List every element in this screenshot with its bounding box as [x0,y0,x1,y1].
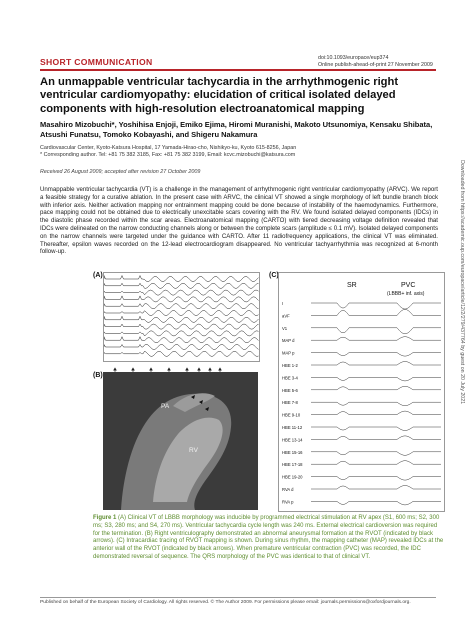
panel-a-ecg-tracing [103,272,260,362]
lead-label: HBE 19-20 [282,474,303,480]
intracardiac-trace [311,461,441,465]
lead-label: RVA d [282,487,294,492]
intracardiac-trace [311,477,441,481]
stimulus-arrows [107,362,257,370]
intracardiac-trace [311,377,441,381]
intracardiac-trace [311,309,441,315]
intracardiac-trace [311,452,441,456]
lead-label: HBE 13-14 [282,437,303,443]
intracardiac-trace [311,486,441,490]
xray-label-rv: RV [189,447,198,454]
xray-label-pa: PA [161,403,170,410]
pvc-sublabel: (LBBB+ inf. axis) [387,291,425,297]
lead-label: HBE 9-10 [282,412,301,418]
intracardiac-trace [311,386,441,390]
panel-a-label: (A) [93,272,103,279]
lead-label: HBE 3-4 [282,375,298,381]
intracardiac-trace [311,303,441,309]
figure-caption-text: (A) Clinical VT of LBBB morphology was inducible by programmed electrical stimulation at RV apex (S1, 600 ms; S2, 300 ms; S3, 280 ms; and S4, 270 ms). Ventricular tachycardia cycle length was 240 ms. External electrical cardioversion was required for the termination. (B) Right ventriculography demonstrated an abnormal aneurysmal formation at the RVOT (indicated by black arrows). (C) Intracardiac tracing of RVOT mapping is shown. During sinus rhythm, the mapping catheter (MAP) revealed IDCs at the anterior wall of the RVOT (indicated by black arrows). When premature ventricular contraction (PVC) was recorded, the IDC demonstrated reversal of sequence. The QRS morphology of the PVC was identical to that of clinical VT. [93,515,444,560]
author-list: Masahiro Mizobuchi*, Yoshihisa Enjoji, Emiko Ejima, Hiromi Muranishi, Makoto Utsunomiya, Kensaku Shibata, Atsushi Funatsu, Tomoko Kobayashi, and Shigeru Nakamura [40,120,433,139]
intracardiac-trace [311,337,441,341]
received-dates: Received 26 August 2009; accepted after revision 27 October 2009 [40,169,201,175]
footer-rule [40,597,436,598]
footer-copyright: Published on behalf of the European Society of Cardiology. All rights reserved. © The Author 2009. For permissions please email: journals.permissions@oxfordjournals.org. [40,600,411,605]
lead-label: I [282,301,284,306]
lead-label: HBE 1-2 [282,363,298,368]
affiliation: Cardiovascular Center, Kyoto-Katsura Hospital, 17 Yamada-Hirao-cho, Nishikyo-ku, Kyoto 615-8256, Japan [40,145,297,151]
download-watermark: Downloaded from https://academic.oup.com/europace/article/12/2/279/437764 by guest on 20 July 2021 [459,160,465,405]
intracardiac-trace [311,362,441,366]
ecg-trace [104,316,259,322]
lead-label: RVA p [282,499,294,505]
sr-label: SR [347,282,357,289]
affiliation-block [40,145,440,159]
ecg-trace [104,344,259,349]
intracardiac-trace [311,402,441,406]
figure-caption [93,515,445,562]
header-rule [40,69,436,71]
figure-1 [93,270,445,512]
intracardiac-trace [311,436,441,440]
intracardiac-trace [311,328,441,334]
lead-label: HBE 5-6 [282,387,298,393]
publish-line: Online publish-ahead-of-print 27 November 2009 [318,62,433,68]
intracardiac-trace [311,411,441,415]
lead-label: V1 [282,325,288,331]
panel-b-label: (B) [93,372,103,379]
lead-label: HBE 15-16 [282,449,303,455]
lead-label: MAP d [282,338,295,344]
article-title: An unmappable ventricular tachycardia in the arrhythmogenic right ventricular cardiomyopathy: elucidation of critical isolated delayed components with high-resolution electroanatomical mapping [40,76,399,115]
doi-block [318,55,433,69]
ecg-trace [104,337,259,343]
ecg-trace [104,290,259,295]
abstract-text: Unmappable ventricular tachycardia (VT) is a challenge in the management of arrhythmogenic right ventricular cardiomyopathy (ARVC). We report a feasible strategy for a curative ablation. In the present case with ARVC, the clinical VT showed a single morphology of left bundle branch block with inferior axis. Neither activation mapping nor entrainment mapping could be done because of instability of the haemodynamics. Furthermore, pace mapping could not be obtained due to electrically unexcitable scars covering with the RV. We found isolated delayed components (IDCs) in the diastolic phase recorded within the scar areas. Electroanatomical mapping (CARTO) with tiered decreasing voltage definition revealed that IDCs were delineated on the narrow conducting channels along or between the complete scars (amplitude ≤ 0.1 mV). Isolated delayed components on the narrow channels were targeted under the guidance with CARTO. After 11 radiofrequency applications, the clinical VT was eliminated. Thereafter, epsilon waves recorded on the 12-lead electrocardiogram disappeared. No ventricular tachyarrhythmia was recognized at 6-month follow-up. [40,186,438,256]
lead-label: HBE 17-18 [282,462,303,468]
lead-label: HBE 7-8 [282,400,298,406]
ecg-trace [104,324,259,329]
panel-c-label: (C) [269,272,279,279]
section-label: SHORT COMMUNICATION [40,57,153,67]
doi-text[interactable]: doi:10.1093/europace/eup374 [318,55,389,61]
panel-c-intracardiac-tracing [278,272,445,512]
lead-label: MAP p [282,350,295,356]
intracardiac-trace [311,501,441,505]
lead-label: aVF [282,313,290,319]
ecg-trace [104,296,259,302]
ecg-trace [104,310,259,315]
intracardiac-trace [311,353,441,357]
ecg-trace [104,351,259,356]
corresponding-author: * Corresponding author. Tel: +81 75 382 3185, Fax: +81 75 382 3199, Email: kcvc.mizobuchi@katsura.com [40,152,296,159]
lead-label: HBE 11-12 [282,425,303,430]
intracardiac-trace [311,427,441,431]
ecg-trace [104,331,259,336]
ecg-trace [104,276,259,282]
ecg-trace [104,283,259,288]
panel-b-ventriculography [103,372,258,510]
ecg-trace [104,304,259,309]
pvc-label: PVC [401,282,416,289]
figure-caption-label: Figure 1 [93,515,117,521]
